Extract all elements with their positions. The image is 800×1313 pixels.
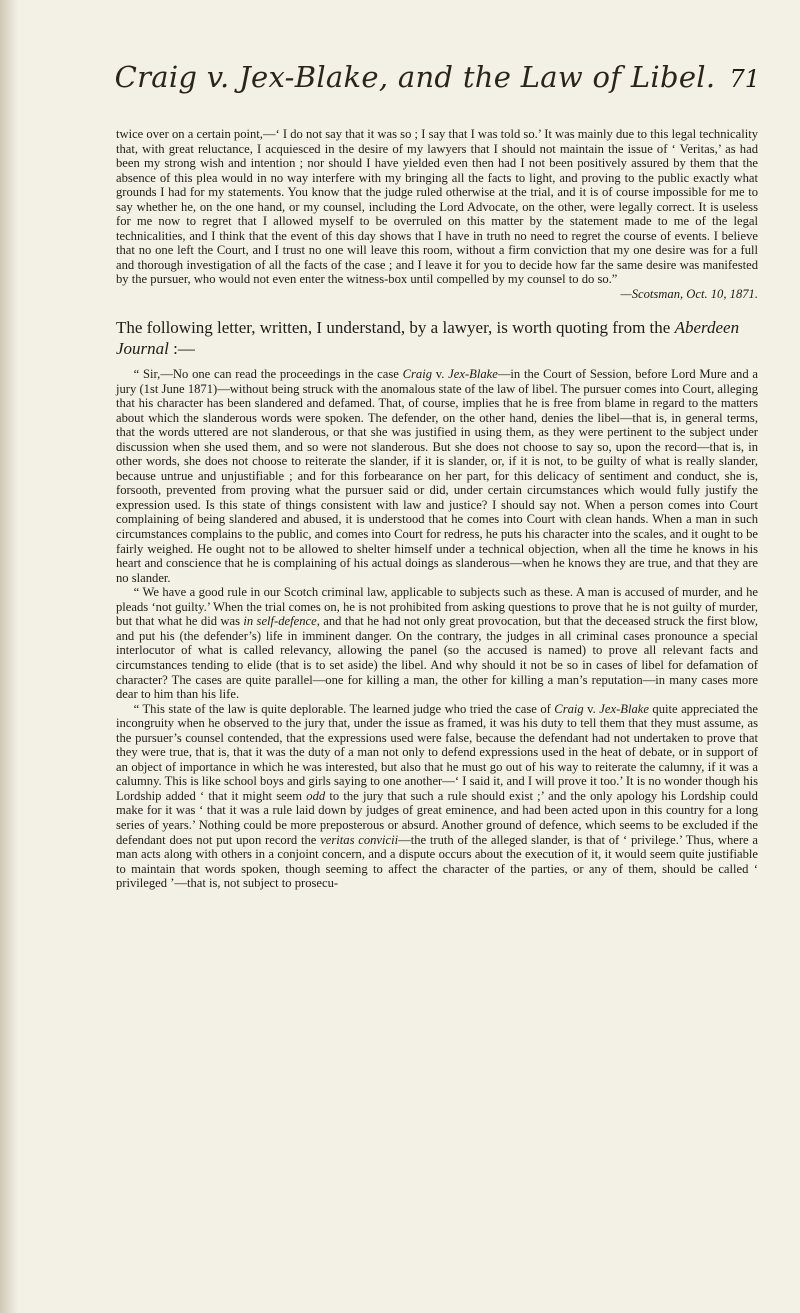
p3-text-d: to the jury that such a rule should exist ;’ and the only apology his Lordship could make for it was ‘ that it was a rule laid down by judges of great eminence, and had been acted upon in this country for a long series of years.’ Nothing could be more preposterous or absurd. Another ground of defence, which seems to be excluded if the defendant does not put upon record the [116,788,758,847]
p1-case-name-2: Jex-Blake [448,367,498,382]
publication-name: Aberdeen Journal [116,318,740,358]
p3-text-e: —the truth of the alleged slander, is that of ‘ privilege.’ Thus, where a man acts along with others in a conjoint concern, and a dispute occurs about the execution of it, it would seem quite justifiable to maintain that words spoken, though seeming to affect the character of the parties, or any of them, should be called ‘ privileged ’—that is, not subject to prosecu- [116,832,758,891]
letter-paragraph-1 [116,367,758,585]
p2-text-b: , and that he had not only great provocation, but that the deceased struck the first blow, and put his (the defender’s) life in imminent danger. On the contrary, the judges in all criminal cases pronounce a special interlocutor of what is called relevancy, allowing the panel (so the accused is named) to prove all relevant facts and circumstances tending to elide (that is to set aside) the libel. And why should it not be so in cases of libel for defamation of character? The cases are quite parallel—one for killing a man, the other for killing a man’s reputation—in many cases more dear to him than his life. [116,614,758,702]
page-content [116,127,758,891]
intro-text-before: The following letter, written, I understand, by a lawyer, is worth quoting from the [116,318,675,338]
p3-case-name-2: Jex-Blake [599,701,649,716]
running-title: Craig v. Jex-Blake, and the Law of Libel. [114,60,716,94]
p3-text-c: quite appreciated the incongruity when he observed to the jury that, under the issue as framed, it was his duty to tell them that they must assume, as the pursuer’s counsel contended, that the expressions used were false, because the defendant had not undertaken to prove that they were true, that is, that it was the duty of a man not only to defend expressions used in the heat of debate, or in support of an object of importance in which he was interested, but also that he must go out of his way to reiterate the calumny, if it was a calumny. This is like school boys and girls saying to one another—‘ I said it, and I will prove it too.’ It is no wonder though his Lordship added ‘ that it might seem [116,701,758,803]
page-gutter-shadow [0,0,18,1313]
p3-latin-phrase: veritas convicii [320,832,399,847]
p3-text-a: “ This state of the law is quite deplorable. The learned judge who tried the case of [133,701,555,716]
quoted-speech-paragraph: twice over on a certain point,—‘ I do not say that it was so ; I say that I was told so.’ It was mainly due to this legal technicality that, with great reluctance, I acquiesced in the desire of my lawyers that I should not maintain the issue of ‘ Veritas,’ as had been my strong wish and intention ; nor should I have yielded even then had I not been positively assured by them that the absence of this plea would in no way interfere with my bringing all the facts to light, and proving to the public exactly what grounds I had for my statements. You know that the judge ruled otherwise at the trial, and it is of course impossible for me to say whether he, on the one hand, or my counsel, including the Lord Advocate, on the other, were legally correct. It is useless for me now to regret that I allowed myself to be overruled on this matter by the statement made to me of the legal technicalities, and I think that the event of this day shows that I have in truth no need to regret the course of events. I believe that no one left the Court, and I trust no one will leave this room, without a firm conviction that my one desire was for a full and thorough investigation of all the facts of the case ; and I leave it for you to decide how far the same desire was manifested by the pursuer, who would not even enter the witness-box until compelled by my counsel to do so.” [116,127,758,287]
p2-text-a: “ We have a good rule in our Scotch criminal law, applicable to subjects such as these. A man is accused of murder, and he pleads ‘not guilty.’ When the trial comes on, he is not prohibited from asking questions to prove that he is not guilty of murder, but that what he did was [116,585,758,629]
running-head [110,60,760,94]
p1-case-name-1: Craig [402,367,433,382]
intro-text-after: :— [168,338,195,358]
page-number: 71 [729,65,760,93]
p3-emphasis-odd: odd [306,788,326,803]
p1-text-c: —in the Court of Session, before Lord Mure and a jury (1st June 1871)—without being struck with the anomalous state of the law of libel. The pursuer comes into Court, alleging that his character has been slandered and defamed. That, of course, implies that he is free from blame in regard to the matters about which the slanderous words were spoken. The defender, on the other hand, denies the libel—that is, in general terms, that the words uttered are not slanderous, or that she was justified in using them, as they were pertinent to the subject under discussion when she used them, and so were not slanderous. But she does not choose to say so, upon the record—that is, in other words, she does not choose to reiterate the slander, if it is slander, or, if it is not, to be guilty of what is really slander, because untrue and unjustifiable ; and for this forbearance on her part, for this delicacy of sentiment and conduct, she is, forsooth, prevented from proving what the pursuer said or did, under certain circumstances which would fully justify the expression used. Is this state of things consistent with law and justice? I should say not. When a person comes into Court complaining of being slandered and abused, it is understood that he comes into Court with clean hands. When a man in such circumstances complains to the public, and comes into Court for redress, he puts his character into the scales, and it ought to be fairly weighed. He ought not to be allowed to shelter himself under a technical objection, when all the time he knows in his heart and conscience that he is complaining of his actual doings as slanderous—when he knows they are true, and that they are no slander. [116,367,758,585]
p1-text-b: v. [432,367,449,382]
letter-paragraph-2 [116,585,758,701]
quote-source: —Scotsman, Oct. 10, 1871. [620,287,758,302]
letter-intro [116,318,758,359]
p2-emphasis: in self-defence [243,614,317,629]
letter-paragraph-3 [116,702,758,891]
p3-case-name-1: Craig [554,701,584,716]
p3-text-b: v. [583,701,600,716]
p1-text-a: “ Sir,—No one can read the proceedings in the case [133,367,403,382]
letter-body [116,367,758,891]
